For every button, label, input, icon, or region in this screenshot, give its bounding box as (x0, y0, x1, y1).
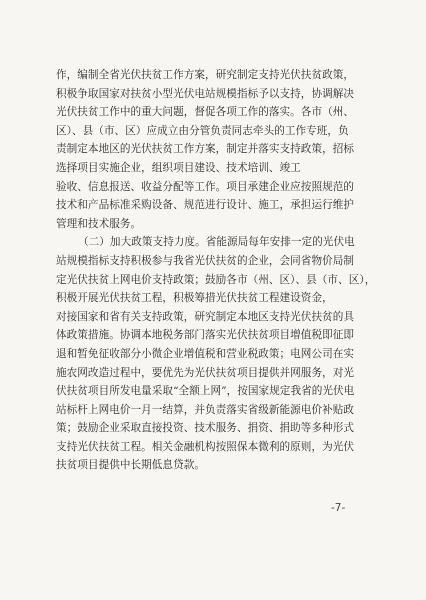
text-line: 作，编制全省光伏扶贫工作方案，研究制定支持光伏扶贫政策， (56, 69, 355, 81)
text-line: 伏扶贫项目所发电量采取“全额上网”，按国家规定我省的光伏电 (56, 385, 355, 398)
text-line: 积极开展光伏扶贫工程，积极筹措光伏扶贫工程建设资金， (56, 292, 333, 305)
text-line: 管理和技术服务。 (56, 217, 142, 230)
body-text (56, 66, 376, 475)
page-number: -7- (331, 502, 346, 514)
text-line: 责制定本地区的光伏扶贫工作方案，制定并落实支持政策，招标 (56, 143, 355, 156)
section-heading-line: （二）加大政策支持力度。省能源局每年安排一定的光伏电 (78, 236, 355, 249)
text-line: 选择项目实施企业，组织项目建设、技术培训、竣工 (56, 161, 301, 174)
text-line: 技术和产品标准采购设备、规范进行设计、施工，承担运行维护 (56, 199, 355, 212)
text-line: 定光伏扶贫上网电价支持政策；鼓励各市（州、区）、县（市、区）， (56, 273, 376, 286)
text-line: 站标杆上网电价一月一结算，并负责落实省级新能源电价补贴政 (56, 403, 355, 416)
text-line: 施农网改造过程中，要优先为光伏扶贫项目提供并网服务，对光 (56, 366, 355, 379)
text-line: 体政策措施。协调本地税务部门落实光伏扶贫项目增值税即征即 (56, 329, 355, 342)
text-line: 光伏扶贫工作中的重大问题，督促各项工作的落实。各市（州、 (56, 106, 355, 119)
text-line: 站规模指标支持积极参与我省光伏扶贫的企业，会同省物价局制 (56, 254, 355, 267)
text-line: 策；鼓励企业采取直接投资、技术服务、捐资、捐助等多种形式 (56, 422, 355, 435)
text-line: 支持光伏扶贫工程。相关金融机构按照保本微利的原则，为光伏 (56, 440, 355, 453)
text-line: 对接国家和省有关支持政策，研究制定本地区支持光伏扶贫的具 (56, 310, 355, 323)
text-line: 扶贫项目提供中长期低息贷款。 (56, 459, 206, 472)
text-line: 验收、信息报送、收益分配等工作。项目承建企业应按照规范的 (56, 180, 355, 193)
text-line: 区）、县（市、区）应成立由分管负责同志牵头的工作专班，负 (56, 124, 349, 137)
text-line: 积极争取国家对扶贫小型光伏电站规模指标予以支持，协调解决 (56, 87, 355, 100)
text-line: 退和暂免征收部分小微企业增值税和营业税政策；电网公司在实 (56, 347, 355, 360)
